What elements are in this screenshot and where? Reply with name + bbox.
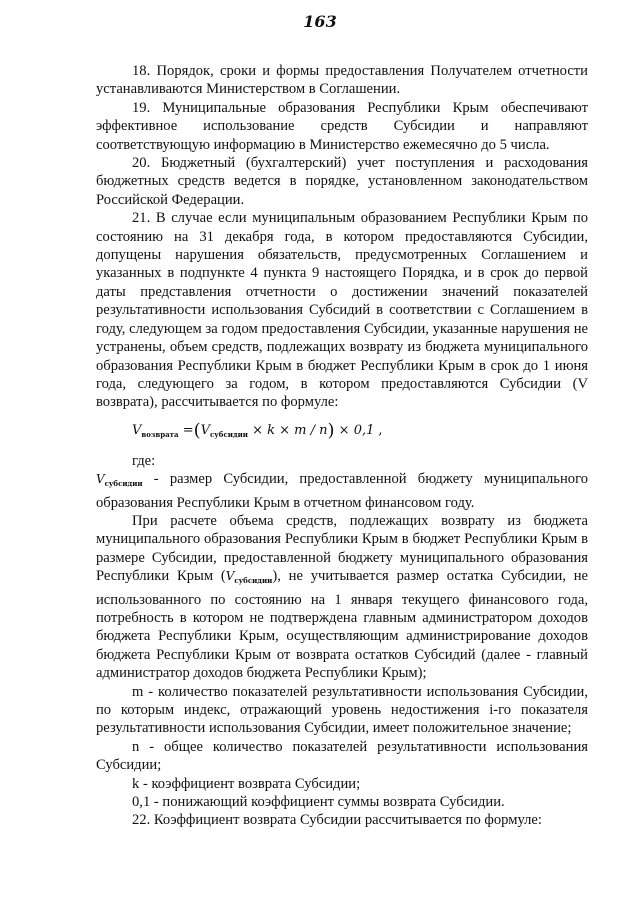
def-v-symbol: $V_{субсидии}$ (96, 472, 143, 489)
definition-n: n - общее количество показателей результативности использования Субсидии; (96, 738, 588, 774)
calc-text-before: При расчете объема средств, подлежащих возврату из бюджета муниципального образования Республики Крым в бюджет Республики Крым в размере Субсидии, предоставленной бюджету муниципального образования Республики Крым ( (96, 512, 588, 585)
formula-close-paren: ) (327, 419, 335, 441)
definition-v-subsidy (96, 470, 588, 512)
paragraph-22: 22. Коэффициент возврата Субсидии рассчитывается по формуле: (132, 812, 542, 829)
paragraph-18: 18. Порядок, сроки и формы предоставления Получателем отчетности устанавливаются Министерством в Соглашении. (96, 63, 588, 98)
where-label: где: (132, 452, 156, 469)
paragraph-21: 21. В случае если муниципальным образованием Республики Крым по состоянию на 31 декабря года, в котором предоставляются Субсидии, допущены нарушения обязательств, предусмотренных Соглашением и указанных в подпункте 4 пункта 9 настоящего Порядка, и в срок до первой даты представления отчетности о достижении значений показателей результативности использования Субсидий в соответствии с Соглашением в году, следующем за годом предоставления Субсидии, указанные нарушения не устранены, объем средств, подлежащих возврату из бюджета муниципального образования Республики Крым в бюджет Республики Крым в срок до 1 июня года, следующего за годом, в котором предоставляются Субсидии (V возврата), рассчитывается по формуле: (96, 210, 588, 411)
definition-coefficient: 0,1 - понижающий коэффициент суммы возврата Субсидии. (132, 794, 505, 811)
formula-lhs-symbol: V (132, 422, 142, 438)
formula-equals: = (182, 422, 194, 438)
calc-text-after: ), не учитывается размер остатка Субсидии, не использованного по состоянию на 1 января текущего финансового года, потребность в котором не подтверждена главным администратором доходов бюджета Республики Крым, осуществляющим администрирование доходов бюджета Республики Крым от возврата остатков Субсидий (далее - главный администратор доходов бюджета Республики Крым); (96, 568, 588, 682)
document-body (96, 62, 588, 830)
formula-open-paren: ( (193, 419, 201, 441)
formula-times-const: × 0,1 (338, 422, 375, 438)
paragraph-20: 20. Бюджетный (бухгалтерский) учет поступления и расходования бюджетных средств ведется в порядке, установленном законодательством Российской Федерации. (96, 155, 588, 208)
formula-lhs-subscript: возврата (141, 429, 179, 439)
calculation-paragraph (96, 512, 588, 683)
formula-v-subscript: субсидии (210, 429, 248, 439)
formula-v-symbol: V (200, 422, 211, 438)
def-v-text: - размер Субсидии, предоставленной бюджету муниципального образования Республики Крым в отчетном финансовом году. (96, 471, 588, 511)
paragraph-19: 19. Муниципальные образования Республики Крым обеспечивают эффективное использование средств Субсидии и направляют соответствующую информацию в Министерство ежемесячно до 5 числа. (96, 99, 588, 153)
refund-formula (132, 420, 588, 446)
formula-rest: × k × m / n (252, 422, 328, 438)
definition-k: k - коэффициент возврата Субсидии; (132, 775, 361, 792)
formula-comma: , (378, 422, 383, 438)
definition-m: m - количество показателей результативности использования Субсидии, по которым индекс, отражающий уровень недостижения i-го показателя результативности использования Субсидии, имеет положительное значение; (96, 683, 588, 737)
calc-symbol: $V_{субсидии}$ (225, 569, 273, 586)
page-number: 163 (303, 12, 337, 31)
